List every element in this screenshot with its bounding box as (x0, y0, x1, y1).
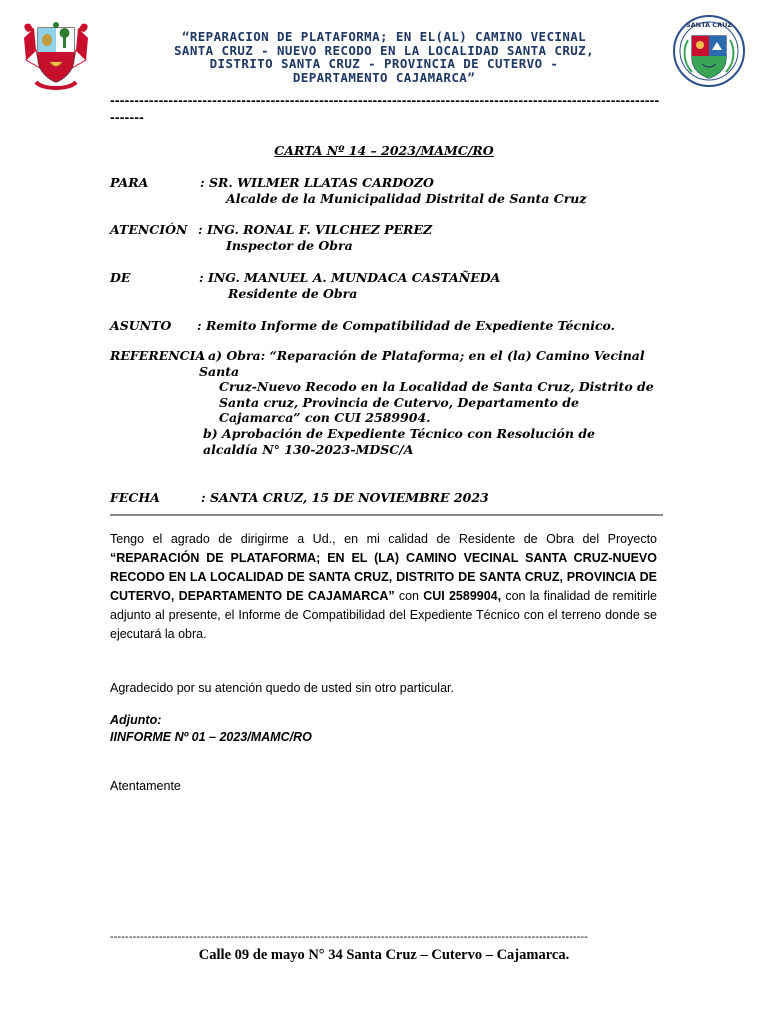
atencion-value: : ING. RONAL F. VILCHEZ PEREZ (198, 222, 433, 237)
header-divider: ------------------------------------------------------------------------------------------------------------------------ (110, 92, 660, 125)
footer-divider: ------------------------------------------------------------------------------------------------------------------------------- (110, 931, 588, 943)
footer-address: Calle 09 de mayo N° 34 Santa Cruz – Cutervo – Cajamarca. (198, 947, 570, 963)
body-cui: CUI 2589904, (423, 589, 502, 603)
de-subtitle: Residente de Obra (228, 286, 358, 301)
closing-line: Atentamente (110, 779, 181, 793)
para-value: : SR. WILMER LLATAS CARDOZO (200, 175, 434, 190)
de-label: DE (110, 270, 131, 285)
attachment-label: Adjunto: (110, 713, 162, 727)
referencia-a-rest: Cruz-Nuevo Recodo en la Localidad de Santa Cruz, Distrito de Santa cruz, Provincia de Cutervo, Departamento de Cajamarca” con CUI 2589904. (219, 379, 654, 425)
attachment-value: IINFORME Nº 01 – 2023/MAMC/RO (110, 730, 312, 744)
asunto-value: : Remito Informe de Compatibilidad de Expediente Técnico. (197, 318, 616, 333)
referencia-label: REFERENCIA (110, 348, 206, 363)
de-value: : ING. MANUEL A. MUNDACA CASTAÑEDA (199, 270, 501, 285)
referencia-a (199, 348, 659, 426)
municipal-seal-icon (672, 14, 746, 88)
thanks-line: Agradecido por su atención quedo de usted sin otro particular. (110, 681, 454, 695)
referencia-b: b) Aprobación de Expediente Técnico con Resolución de alcaldía N° 130-2023-MDSC/A (203, 426, 596, 457)
asunto-label: ASUNTO (110, 318, 172, 333)
body-project-name: “REPARACIÓN DE PLATAFORMA; EN EL (LA) CAMINO VECINAL SANTA CRUZ-NUEVO RECODO EN LA LOCALIDAD DE SANTA CRUZ, DISTRITO DE SANTA CRUZ, PROVINCIA DE CUTERVO, DEPARTAMENTO DE CAJAMARCA” (110, 551, 657, 603)
fecha-value: : SANTA CRUZ, 15 DE NOVIEMBRE 2023 (201, 490, 489, 505)
letterhead (0, 0, 768, 125)
seal-text: SANTA CRUZ (685, 21, 733, 29)
fecha-label: FECHA (110, 490, 160, 505)
national-coat-of-arms-icon (22, 20, 90, 90)
referencia-a-first-line: : a) Obra: “Reparación de Plataforma; en el (la) Camino Vecinal Santa (199, 348, 645, 379)
atencion-subtitle: Inspector de Obra (226, 238, 353, 253)
para-subtitle: Alcalde de la Municipalidad Distrital de Santa Cruz (226, 191, 587, 206)
para-label: PARA (110, 175, 149, 190)
letter-number: CARTA Nº 14 – 2023/MAMC/RO (274, 143, 494, 158)
letter-body (110, 530, 657, 644)
body-con: con (398, 589, 420, 603)
project-title: “REPARACION DE PLATAFORMA; EN EL(AL) CAMINO VECINAL SANTA CRUZ - NUEVO RECODO EN LA LOCALIDAD SANTA CRUZ, DISTRITO SANTA CRUZ - PROVINCIA DE CUTERVO - DEPARTAMENTO CAJAMARCA” (173, 29, 595, 85)
atencion-label: ATENCIÓN (110, 222, 188, 237)
body-rest: con la finalidad de remitirle adjunto al presente, el Informe de Compatibilidad del Expediente Técnico con el terreno donde se ejecutará la obra. (110, 589, 657, 641)
body-intro: Tengo el agrado de dirigirme a Ud., en mi calidad de Residente de Obra del Proyecto (110, 532, 657, 546)
section-divider (110, 514, 663, 516)
